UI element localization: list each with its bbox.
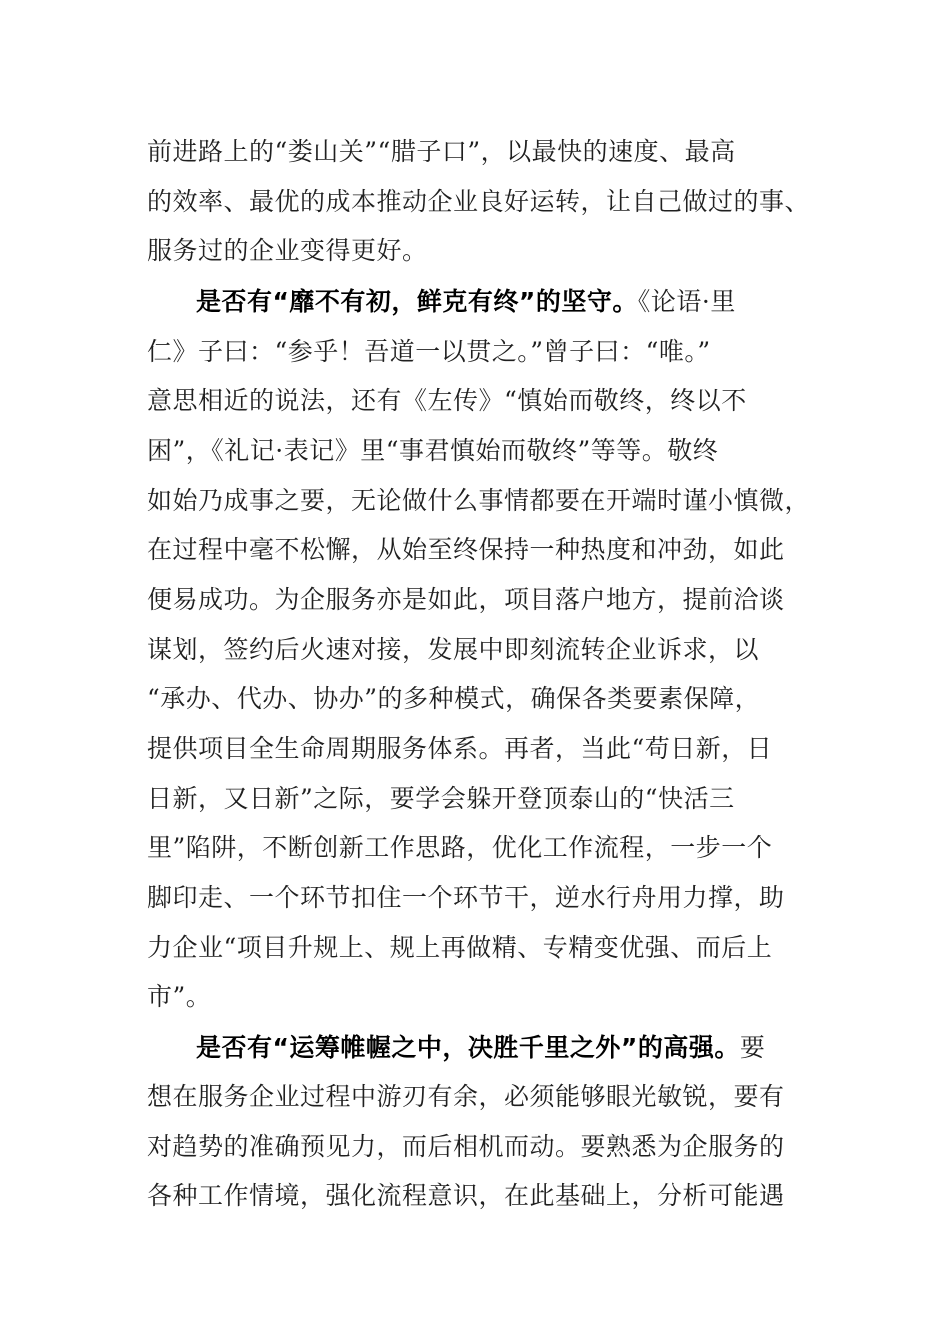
paragraph-2-line-2: 仁》子曰：“参乎！吾道一以贯之。”曾子曰：“唯。” [147,337,711,366]
paragraph-2-line-13: 脚印走、一个环节扣住一个环节干，逆水行舟用力撑，助 [147,883,785,912]
paragraph-2-line-7: 便易成功。为企服务亦是如此，项目落户地方，提前洽谈 [147,585,785,614]
paragraph-2-first-line-rest: 《论语·里 [637,287,736,316]
paragraph-3-line-1 [196,1033,765,1063]
paragraph-1-line-1: 前进路上的“娄山关”“腊子口”，以最快的速度、最高 [147,137,736,166]
paragraph-2-line-9: “承办、代办、协办”的多种模式，确保各类要素保障， [147,684,761,713]
paragraph-2-line-8: 谋划，签约后火速对接，发展中即刻流转企业诉求，以 [147,635,760,664]
paragraph-3-heading: 是否有“运筹帷幄之中，决胜千里之外”的高强。 [196,1033,740,1062]
paragraph-2-line-4: 困”，《礼记·表记》里“事君慎始而敬终”等等。敬终 [147,436,719,465]
paragraph-3-first-line-rest: 要 [739,1033,766,1062]
paragraph-2-line-11: 日新，又日新”之际，要学会躲开登顶泰山的“快活三 [147,784,735,813]
paragraph-1-line-2: 的效率、最优的成本推动企业良好运转，让自己做过的事、 [147,187,811,216]
paragraph-3-line-3: 对趋势的准确预见力，而后相机而动。要熟悉为企服务的 [147,1132,785,1161]
paragraph-2-line-12: 里”陷阱，不断创新工作思路，优化工作流程，一步一个 [147,833,773,862]
paragraph-2-line-5: 如始乃成事之要，无论做什么事情都要在开端时谨小慎微， [147,486,811,515]
paragraph-2-line-1 [196,287,736,317]
paragraph-2-heading: 是否有“靡不有初，鲜克有终”的坚守。 [196,287,638,316]
paragraph-3-line-2: 想在服务企业过程中游刃有余，必须能够眼光敏锐，要有 [147,1082,785,1111]
paragraph-2-line-14: 力企业“项目升规上、规上再做精、专精变优强、而后上 [147,933,773,962]
paragraph-1-line-3: 服务过的企业变得更好。 [147,236,428,265]
paragraph-2-line-3: 意思相近的说法，还有《左传》“慎始而敬终，终以不 [147,386,747,415]
paragraph-2-line-15: 市”。 [147,982,212,1011]
paragraph-2-line-6: 在过程中毫不松懈，从始至终保持一种热度和冲劲，如此 [147,535,785,564]
paragraph-3-line-4: 各种工作情境，强化流程意识，在此基础上，分析可能遇 [147,1181,785,1210]
paragraph-2-line-10: 提供项目全生命周期服务体系。再者，当此“苟日新，日 [147,734,773,763]
